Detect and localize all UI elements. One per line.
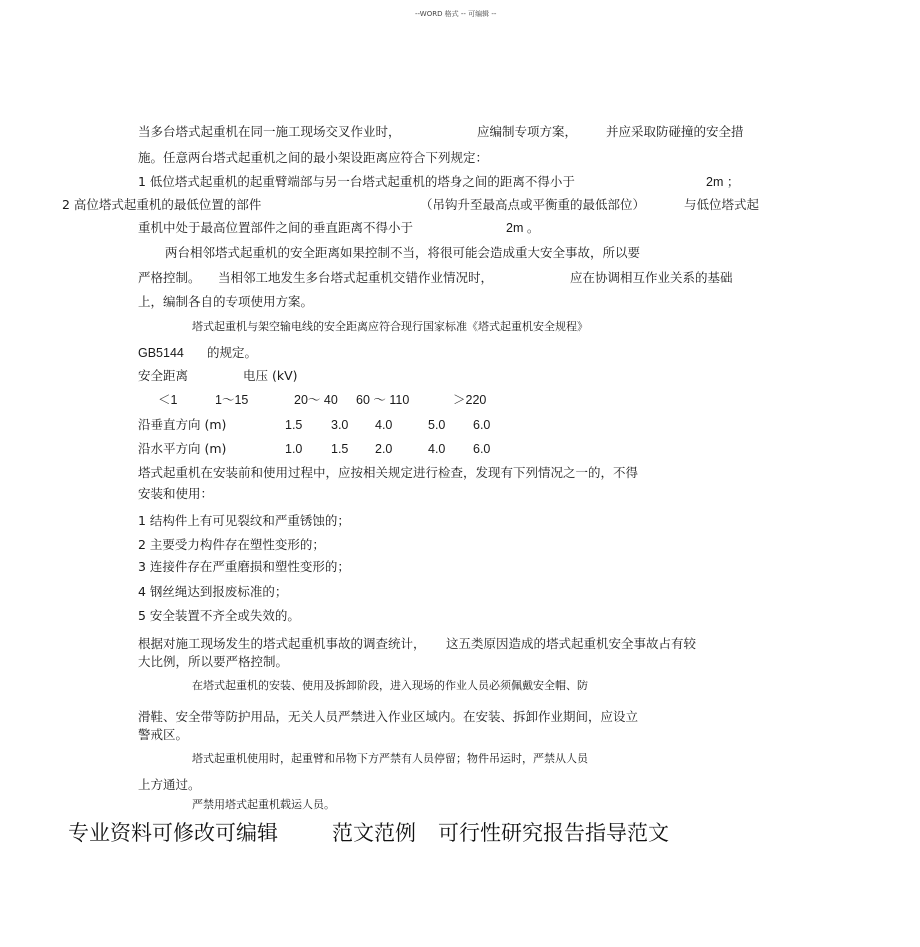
p1-text-d: 施。任意两台塔式起重机之间的最小架设距离应符合下列规定： — [138, 150, 489, 165]
p4-text-b: 安装和使用： — [138, 486, 214, 501]
footer-text-b: 范文范例 — [332, 821, 416, 845]
list-item: 4 钢丝绳达到报废标准的； — [138, 584, 288, 599]
rule2-text-d: 重机中处于最高位置部件之间的垂直距离不得小于 — [138, 220, 414, 235]
p6-text-c: 警戒区。 — [138, 727, 189, 742]
list-item: 1 结构件上有可见裂纹和严重锈蚀的； — [138, 513, 350, 528]
table-cell: 3.0 — [331, 418, 349, 432]
p3-text-b: 的规定。 — [207, 345, 258, 360]
p2-text-b: 严格控制。 — [138, 270, 201, 285]
row-label-vertical: 沿垂直方向 (m) — [138, 417, 227, 432]
row-label-horizontal: 沿水平方向 (m) — [138, 441, 227, 456]
p7-text-b: 上方通过。 — [138, 777, 201, 792]
table-header-voltage: 电压 (kV) — [243, 368, 298, 383]
table-cell: 6.0 — [473, 442, 491, 456]
table-cell: 4.0 — [428, 442, 446, 456]
table-cell: 6.0 — [473, 418, 491, 432]
voltage-cell: 1～15 — [215, 393, 249, 407]
p3-text-a: 塔式起重机与架空输电线的安全距离应符合现行国家标准《塔式起重机安全规程》 — [192, 320, 588, 333]
p1-text-c: 并应采取防碰撞的安全措 — [606, 124, 744, 139]
p2-text-d: 应在协调相互作业关系的基础 — [570, 270, 733, 285]
p4-text-a: 塔式起重机在安装前和使用过程中，应按相关规定进行检查，发现有下列情况之一的，不得 — [138, 465, 639, 480]
list-item: 3 连接件存在严重磨损和塑性变形的； — [138, 559, 350, 574]
list-item: 2 主要受力构件存在塑性变形的； — [138, 537, 325, 552]
p7-text-a: 塔式起重机使用时，起重臂和吊物下方严禁有人员停留；物件吊运时，严禁从人员 — [192, 752, 588, 765]
p5-text-c: 大比例，所以要严格控制。 — [138, 654, 289, 669]
p1-text-b: 应编制专项方案， — [477, 124, 578, 139]
p3-standard-code: GB5144 — [138, 346, 184, 360]
rule2-text-c: 与低位塔式起 — [684, 197, 760, 212]
p2-text-c: 当相邻工地发生多台塔式起重机交错作业情况时， — [218, 270, 494, 285]
voltage-cell: ＞220 — [453, 393, 487, 407]
rule2-text-a: 2 高位塔式起重机的最低位置的部件 — [62, 197, 262, 212]
voltage-cell: ＜1 — [158, 393, 178, 407]
footer-text-a: 专业资料可修改可编辑 — [68, 821, 278, 845]
p2-text-e: 上，编制各自的专项使用方案。 — [138, 294, 314, 309]
table-cell: 4.0 — [375, 418, 393, 432]
table-cell: 1.0 — [285, 442, 303, 456]
voltage-cell: 60 ～ 110 — [356, 393, 410, 407]
p2-text-a: 两台相邻塔式起重机的安全距离如果控制不当，将很可能会造成重大安全事故，所以要 — [165, 245, 641, 260]
table-header-distance: 安全距离 — [138, 368, 189, 383]
table-cell: 5.0 — [428, 418, 446, 432]
voltage-cell: 20～ 40 — [294, 393, 338, 407]
list-item: 5 安全装置不齐全或失效的。 — [138, 608, 300, 623]
table-cell: 1.5 — [285, 418, 303, 432]
table-cell: 2.0 — [375, 442, 393, 456]
rule1-text: 1 低位塔式起重机的起重臂端部与另一台塔式起重机的塔身之间的距离不得小于 — [138, 174, 575, 189]
p5-text-b: 这五类原因造成的塔式起重机安全事故占有较 — [446, 636, 697, 651]
footer-text-c: 可行性研究报告指导范文 — [438, 821, 669, 845]
page-header: --WORD 格式 -- 可编辑 -- — [415, 10, 497, 18]
p8-text: 严禁用塔式起重机载运人员。 — [192, 798, 335, 811]
rule1-value: 2m ； — [706, 175, 740, 189]
p1-text-a: 当多台塔式起重机在同一施工现场交叉作业时， — [138, 124, 401, 139]
rule2-value: 2m 。 — [506, 221, 540, 235]
table-cell: 1.5 — [331, 442, 349, 456]
rule2-text-b: （吊钩升至最高点或平衡重的最低部位） — [420, 197, 646, 212]
p6-text-a: 在塔式起重机的安装、使用及拆卸阶段，进入现场的作业人员必须佩戴安全帽、防 — [192, 679, 588, 692]
p5-text-a: 根据对施工现场发生的塔式起重机事故的调查统计， — [138, 636, 426, 651]
p6-text-b: 滑鞋、安全带等防护用品，无关人员严禁进入作业区域内。在安装、拆卸作业期间，应设立 — [138, 709, 639, 724]
